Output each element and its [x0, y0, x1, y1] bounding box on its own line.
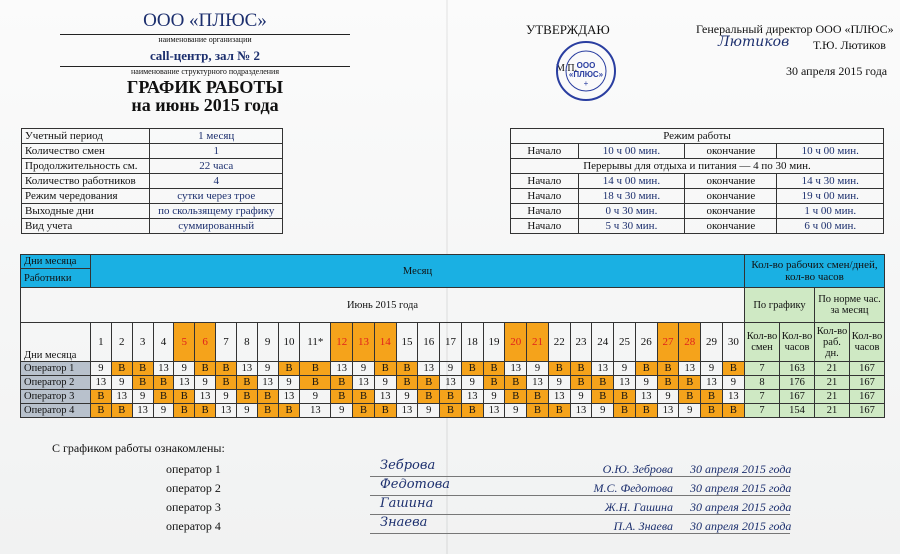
info-row	[22, 144, 283, 159]
approve-label: УТВЕРЖДАЮ	[526, 22, 610, 37]
shift-cell: 9	[216, 390, 237, 404]
shift-cell: В	[278, 362, 300, 376]
handwritten-signature: Зеброва	[380, 458, 436, 473]
shift-cell: В	[174, 404, 195, 418]
shift-cell: 9	[440, 362, 462, 376]
month-header: Месяц	[91, 255, 745, 288]
org-caption: наименование организации	[158, 35, 252, 44]
total-cell: 21	[815, 404, 850, 418]
day-number: 13	[353, 323, 375, 362]
shift-cell: В	[657, 362, 679, 376]
shift-cell: В	[396, 376, 418, 390]
total-cell: 176	[780, 376, 815, 390]
info-row	[22, 129, 283, 144]
handwritten-signature: Знаева	[380, 515, 428, 530]
operator-name: Оператор 4	[21, 404, 91, 418]
shift-cell: В	[174, 390, 195, 404]
shift-cell: В	[527, 390, 549, 404]
period-info-table	[21, 128, 283, 234]
shift-cell: 9	[278, 376, 300, 390]
handwritten-signature: Федотова	[380, 477, 451, 492]
day-number: 5	[174, 323, 195, 362]
by-schedule-header: По графику	[745, 288, 815, 323]
shift-cell: 13	[195, 390, 216, 404]
total-cell: 167	[780, 390, 815, 404]
day-number: 22	[548, 323, 570, 362]
signature-row	[0, 515, 900, 537]
shift-cell: 13	[216, 404, 237, 418]
start-label: Начало	[511, 174, 579, 189]
operator-row	[21, 362, 885, 376]
day-number: 11*	[300, 323, 331, 362]
info-label: Продолжительность см.	[22, 159, 150, 174]
shift-cell: 9	[331, 404, 353, 418]
shift-cell: В	[570, 376, 592, 390]
break-start: 0 ч 30 мин.	[578, 204, 684, 219]
start-label: Начало	[511, 204, 579, 219]
shift-cell: В	[396, 362, 418, 376]
shift-cell: В	[374, 404, 396, 418]
day-number: 2	[111, 323, 132, 362]
signature-row	[0, 477, 900, 499]
totals-header: Кол-во рабочих смен/дней, кол-во часов	[745, 255, 885, 288]
shift-cell: 9	[396, 390, 418, 404]
operator-role: оператор 2	[166, 481, 221, 495]
stamp-text-line3: +	[583, 79, 589, 88]
shift-cell: В	[701, 390, 723, 404]
days-header: Дни месяца	[21, 255, 91, 269]
shift-cell: В	[614, 404, 636, 418]
total-cell: 167	[850, 376, 885, 390]
shift-cell: 13	[300, 404, 331, 418]
info-row	[22, 204, 283, 219]
info-value: суммированный	[150, 219, 283, 234]
shift-cell: 9	[657, 390, 679, 404]
day-number: 19	[483, 323, 505, 362]
break-row	[511, 219, 884, 234]
total-cell: 7	[745, 362, 780, 376]
start-label: Начало	[511, 189, 579, 204]
info-label: Вид учета	[22, 219, 150, 234]
signature-date: 30 апреля 2015 года	[690, 500, 792, 514]
shift-cell: В	[548, 404, 570, 418]
shift-cell: В	[635, 362, 657, 376]
shift-cell: В	[236, 390, 257, 404]
total-cell: 167	[850, 404, 885, 418]
total-cell: 154	[780, 404, 815, 418]
totals-column-header: Кол-во смен	[745, 323, 780, 362]
shift-cell: В	[331, 390, 353, 404]
day-number: 23	[570, 323, 592, 362]
day-number: 8	[236, 323, 257, 362]
company-stamp-icon	[555, 40, 617, 102]
shift-cell: В	[505, 390, 527, 404]
shift-cell: В	[461, 404, 483, 418]
shift-cell: В	[257, 390, 278, 404]
day-number: 4	[153, 323, 174, 362]
end-label: окончание	[685, 144, 777, 159]
shift-cell: В	[461, 362, 483, 376]
total-cell: 167	[850, 390, 885, 404]
day-number: 25	[614, 323, 636, 362]
shift-cell: 13	[91, 376, 112, 390]
info-label: Количество смен	[22, 144, 150, 159]
break-end: 1 ч 00 мин.	[777, 204, 884, 219]
shift-cell: В	[722, 362, 744, 376]
shift-cell: 13	[331, 362, 353, 376]
shift-cell: 13	[614, 376, 636, 390]
break-row	[511, 174, 884, 189]
by-norm-header: По норме час. за месяц	[815, 288, 885, 323]
total-cell: 21	[815, 376, 850, 390]
day-number: 17	[440, 323, 462, 362]
shift-cell: 13	[440, 376, 462, 390]
total-cell: 21	[815, 390, 850, 404]
operator-fullname: Ж.Н. Гашина	[604, 500, 673, 514]
operator-name: Оператор 1	[21, 362, 91, 376]
shift-cell: 9	[353, 362, 375, 376]
shift-cell: 13	[278, 390, 300, 404]
shift-cell: 9	[592, 404, 614, 418]
shift-cell: В	[657, 376, 679, 390]
shift-cell: В	[153, 376, 174, 390]
break-start: 5 ч 30 мин.	[578, 219, 684, 234]
shift-cell: В	[374, 362, 396, 376]
header-row	[21, 255, 885, 269]
shift-cell: В	[440, 390, 462, 404]
operator-name: Оператор 2	[21, 376, 91, 390]
break-end: 14 ч 30 мин.	[777, 174, 884, 189]
shift-cell: В	[527, 404, 549, 418]
days-row	[21, 323, 885, 362]
handwritten-signature: Гашина	[380, 496, 434, 511]
shift-cell: 9	[257, 362, 278, 376]
shift-cell: В	[195, 404, 216, 418]
shift-cell: 13	[527, 376, 549, 390]
work-start: 10 ч 00 мин.	[578, 144, 684, 159]
totals-column-header: Кол-во часов	[780, 323, 815, 362]
totals-column-header: Кол-во раб. дн.	[815, 323, 850, 362]
shift-cell: В	[483, 376, 505, 390]
shift-cell: 9	[679, 404, 701, 418]
shift-cell: В	[418, 390, 440, 404]
info-value: сутки через трое	[150, 189, 283, 204]
shift-cell: В	[635, 404, 657, 418]
shift-cell: 13	[153, 362, 174, 376]
operator-role: оператор 4	[166, 519, 221, 533]
approval-date: 30 апреля 2015 года	[786, 64, 888, 78]
shift-cell: В	[300, 362, 331, 376]
day-number: 7	[216, 323, 237, 362]
shift-cell: В	[570, 362, 592, 376]
document-title	[60, 78, 350, 114]
info-value: 4	[150, 174, 283, 189]
director-title: Генеральный директор ООО «ПЛЮС»	[696, 22, 894, 36]
organization-block	[60, 10, 350, 76]
shift-cell: В	[91, 390, 112, 404]
info-row	[22, 174, 283, 189]
work-end: 10 ч 00 мин.	[777, 144, 884, 159]
total-cell: 7	[745, 404, 780, 418]
shift-cell: В	[331, 376, 353, 390]
break-end: 19 ч 00 мин.	[777, 189, 884, 204]
shift-cell: 13	[132, 404, 153, 418]
day-number: 9	[257, 323, 278, 362]
acknowledged-label: С графиком работы ознакомлены:	[52, 441, 225, 455]
end-label: окончание	[685, 219, 777, 234]
end-label: окончание	[685, 189, 777, 204]
shift-cell: 9	[374, 376, 396, 390]
signature-date: 30 апреля 2015 года	[690, 481, 792, 495]
info-row	[22, 159, 283, 174]
shift-cell: В	[483, 362, 505, 376]
break-start: 14 ч 00 мин.	[578, 174, 684, 189]
shift-cell: 13	[111, 390, 132, 404]
start-label: Начало	[511, 144, 579, 159]
info-label: Количество работников	[22, 174, 150, 189]
info-row	[22, 189, 283, 204]
shift-cell: 9	[132, 390, 153, 404]
shift-cell: В	[195, 362, 216, 376]
shift-cell: В	[701, 404, 723, 418]
total-cell: 7	[745, 390, 780, 404]
shift-cell: 9	[548, 376, 570, 390]
operator-row	[21, 376, 885, 390]
shift-cell: В	[592, 390, 614, 404]
shift-cell: В	[278, 404, 300, 418]
operator-fullname: П.А. Знаева	[613, 519, 673, 533]
shift-cell: 9	[111, 376, 132, 390]
dept-caption: наименование структурного подразделения	[130, 67, 279, 76]
day-number: 21	[527, 323, 549, 362]
regime-title: Режим работы	[511, 129, 884, 144]
shift-cell: В	[353, 404, 375, 418]
org-name: ООО «ПЛЮС»	[143, 10, 267, 31]
shift-cell: 9	[483, 390, 505, 404]
shift-cell: В	[300, 376, 331, 390]
info-value: 22 часа	[150, 159, 283, 174]
shift-cell: 9	[461, 376, 483, 390]
shift-cell: В	[353, 390, 375, 404]
info-label: Выходные дни	[22, 204, 150, 219]
end-label: окончание	[685, 204, 777, 219]
shift-cell: 9	[635, 376, 657, 390]
shift-cell: 9	[570, 390, 592, 404]
total-cell: 163	[780, 362, 815, 376]
shift-cell: 13	[570, 404, 592, 418]
total-cell: 167	[850, 362, 885, 376]
shift-cell: В	[505, 376, 527, 390]
day-number: 16	[418, 323, 440, 362]
shift-cell: 13	[548, 390, 570, 404]
shift-cell: 13	[722, 390, 744, 404]
start-label: Начало	[511, 219, 579, 234]
shift-cell: 13	[236, 362, 257, 376]
shift-cell: 13	[679, 362, 701, 376]
info-value: 1	[150, 144, 283, 159]
shift-cell: В	[91, 404, 112, 418]
end-label: окончание	[685, 174, 777, 189]
work-regime-table	[510, 128, 884, 234]
day-number: 12	[331, 323, 353, 362]
shift-cell: В	[614, 390, 636, 404]
shift-cell: 13	[461, 390, 483, 404]
shift-cell: 9	[418, 404, 440, 418]
break-row	[511, 204, 884, 219]
info-value: по скользящему графику	[150, 204, 283, 219]
shift-cell: В	[216, 362, 237, 376]
seal-place-label: М.П.	[556, 63, 578, 74]
shift-cell: 13	[174, 376, 195, 390]
day-number: 26	[635, 323, 657, 362]
shift-cell: 9	[153, 404, 174, 418]
shift-cell: 9	[91, 362, 112, 376]
title-line-2: на июнь 2015 года	[131, 95, 279, 115]
info-value: 1 месяц	[150, 129, 283, 144]
break-start: 18 ч 30 мин.	[578, 189, 684, 204]
day-number: 1	[91, 323, 112, 362]
shift-cell: 13	[505, 362, 527, 376]
shift-cell: 9	[300, 390, 331, 404]
shift-cell: В	[132, 362, 153, 376]
shift-cell: В	[679, 376, 701, 390]
shift-cell: 9	[505, 404, 527, 418]
shift-cell: В	[236, 376, 257, 390]
shift-cell: В	[153, 390, 174, 404]
stamp-text-line2: «ПЛЮС»	[568, 70, 604, 79]
signature-date: 30 апреля 2015 года	[690, 462, 792, 476]
schedule-table	[20, 254, 885, 418]
shift-cell: В	[257, 404, 278, 418]
operator-role: оператор 3	[166, 500, 221, 514]
shift-cell: В	[592, 376, 614, 390]
day-number: 14	[374, 323, 396, 362]
day-number: 24	[592, 323, 614, 362]
shift-cell: 13	[396, 404, 418, 418]
shift-cell: 13	[353, 376, 375, 390]
day-number: 3	[132, 323, 153, 362]
shift-cell: 13	[592, 362, 614, 376]
stamp-text-line1: ООО	[576, 61, 596, 70]
shift-cell: В	[418, 376, 440, 390]
director-signature: Лютиков	[718, 34, 790, 50]
shift-cell: 9	[195, 376, 216, 390]
shift-cell: 13	[635, 390, 657, 404]
break-end: 6 ч 00 мин.	[777, 219, 884, 234]
shift-cell: В	[548, 362, 570, 376]
shift-cell: 9	[236, 404, 257, 418]
signature-date: 30 апреля 2015 года	[690, 519, 792, 533]
operator-fullname: М.С. Федотова	[593, 481, 673, 495]
breaks-title: Перерывы для отдыха и питания — 4 по 30 мин.	[511, 159, 884, 174]
day-number: 28	[679, 323, 701, 362]
shift-cell: В	[216, 376, 237, 390]
shift-cell: 13	[374, 390, 396, 404]
operator-fullname: О.Ю. Зеброва	[602, 462, 673, 476]
day-number: 10	[278, 323, 300, 362]
shift-cell: 13	[701, 376, 723, 390]
operator-row	[21, 404, 885, 418]
shift-cell: 9	[174, 362, 195, 376]
day-number: 30	[722, 323, 744, 362]
day-number: 15	[396, 323, 418, 362]
shift-cell: 9	[701, 362, 723, 376]
operator-row	[21, 390, 885, 404]
shift-cell: В	[722, 404, 744, 418]
day-number: 27	[657, 323, 679, 362]
shift-cell: 13	[483, 404, 505, 418]
day-number: 20	[505, 323, 527, 362]
shift-cell: 13	[418, 362, 440, 376]
dept-name: call-центр, зал № 2	[149, 48, 261, 63]
day-number: 6	[195, 323, 216, 362]
director-name: Т.Ю. Лютиков	[813, 38, 886, 52]
info-label: Режим чередования	[22, 189, 150, 204]
shift-cell: 9	[527, 362, 549, 376]
shift-cell: В	[440, 404, 462, 418]
shift-cell: В	[111, 404, 132, 418]
break-row	[511, 189, 884, 204]
day-number: 29	[701, 323, 723, 362]
workers-header: Работники	[21, 269, 91, 288]
shift-cell: В	[679, 390, 701, 404]
shift-cell: 13	[657, 404, 679, 418]
operator-role: оператор 1	[166, 462, 221, 476]
total-cell: 21	[815, 362, 850, 376]
shift-cell: 13	[257, 376, 278, 390]
days-label: Дни месяца	[21, 323, 91, 362]
shift-cell: 9	[722, 376, 744, 390]
day-number: 18	[461, 323, 483, 362]
totals-column-header: Кол-во часов	[850, 323, 885, 362]
total-cell: 8	[745, 376, 780, 390]
signature-row	[0, 496, 900, 518]
shift-cell: В	[132, 376, 153, 390]
operator-name: Оператор 3	[21, 390, 91, 404]
shift-cell: В	[111, 362, 132, 376]
title-line-1: ГРАФИК РАБОТЫ	[126, 77, 284, 97]
info-label: Учетный период	[22, 129, 150, 144]
month-name: Июнь 2015 года	[21, 288, 745, 323]
shift-cell: 9	[614, 362, 636, 376]
info-row	[22, 219, 283, 234]
